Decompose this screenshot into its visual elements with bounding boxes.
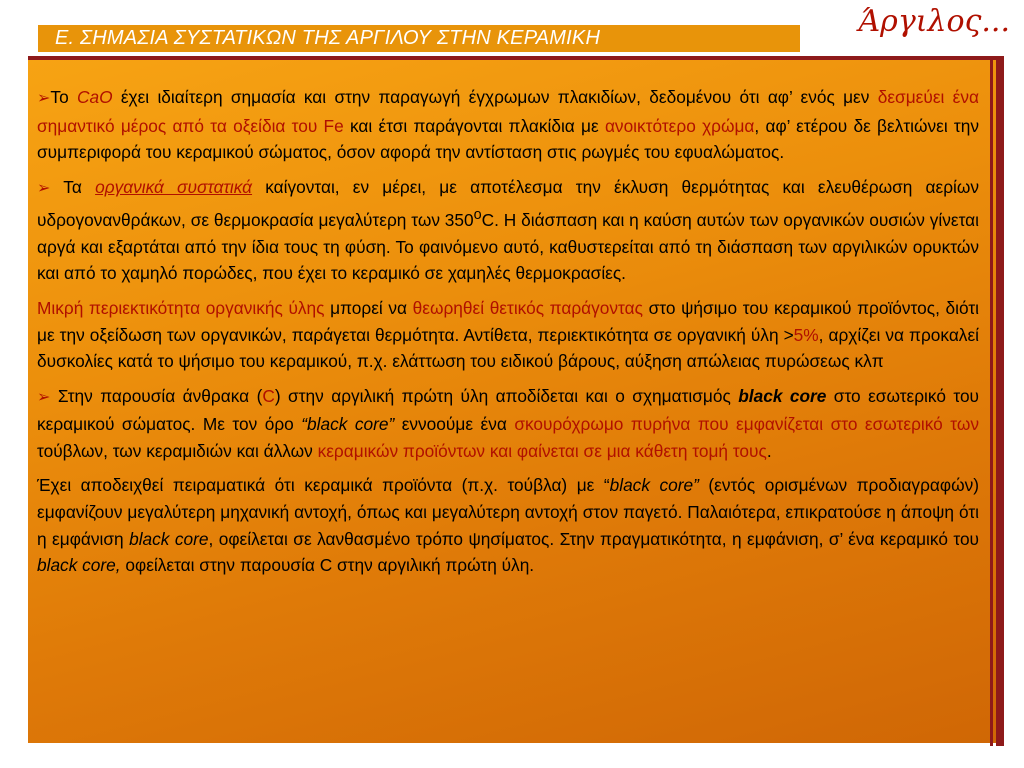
text-span: στο εσωτερικό του κεραμικού σώματος. Με τον όρο bbox=[37, 385, 980, 435]
text-span: Τα bbox=[50, 176, 96, 197]
term-black-core: black core, bbox=[37, 555, 121, 576]
text-span: τούβλων, των κεραμιδιών και άλλων bbox=[37, 440, 318, 461]
highlight-cao: CaO bbox=[76, 87, 113, 107]
text-span: , οφείλεται σε λανθασμένο τρόπο ψησίματος. Στην πραγματικότητα, η εμφάνιση, σ’ ένα κεραμικό του bbox=[208, 528, 980, 549]
text-span: C. Η διάσπαση και η καύση αυτών των οργανικών ουσιών γίνεται αργά και εξαρτάται από την ίδια τους τη φύση. Το φαινόμενο αυτό, καθυστερείται από τη διάσπαση των αργιλικών ορυκτών και από το χαμηλό πορώδες, που έχει το κεραμικό σε χαμηλές θερμοκρασίες. bbox=[37, 210, 980, 284]
bullet-arrow-icon: ➢ bbox=[37, 388, 51, 406]
left-margin bbox=[0, 52, 28, 768]
text-span: ) στην αργιλική πρώτη ύλη αποδίδεται και ο σχηματισμός bbox=[274, 385, 739, 406]
term-black-core: black core bbox=[738, 385, 827, 406]
text-span: . bbox=[766, 440, 772, 461]
paragraph-organic-content bbox=[37, 295, 979, 375]
highlight-lighter-color: ανοικτότερο χρώμα bbox=[604, 115, 755, 136]
text-span: στο ψήσιμο του κεραμικού προϊόντος, διότι με την οξείδωση των οργανικών, παράγεται θερμότητα. Αντίθετα, περιεκτικότητα σε οργανική ύλη > bbox=[37, 297, 979, 345]
paragraph-organics bbox=[37, 174, 979, 287]
highlight-ceramic-products: κεραμικών προϊόντων και φαίνεται σε μια κάθετη τομή τους bbox=[317, 440, 767, 461]
bullet-arrow-icon: ➢ bbox=[37, 90, 51, 107]
text-span: οφείλεται στην παρουσία C στην αργιλική πρώτη ύλη. bbox=[120, 555, 535, 576]
highlight-dark-core: σκουρόχρωμο πυρήνα που εμφανίζεται στο εσωτερικό των bbox=[514, 414, 979, 435]
term-black-core-quoted: “black core” bbox=[301, 414, 395, 435]
term-black-core: black core bbox=[129, 528, 209, 549]
paragraph-cao bbox=[37, 84, 979, 166]
paragraph-carbon bbox=[37, 383, 979, 465]
text-span: Έχει αποδειχθεί πειραματικά ότι κεραμικά προϊόντα (π.χ. τούβλα) με “ bbox=[37, 475, 610, 496]
highlight-five-percent: 5% bbox=[793, 324, 819, 345]
text-span: έχει ιδιαίτερη σημασία και στην παραγωγή έγχρωμων πλακιδίων, δεδομένου ότι αφ’ ενός μεν bbox=[112, 87, 878, 107]
text-span: (εντός ορισμένων προδιαγραφών) εμφανίζουν μεγαλύτερη μηχανική αντοχή, όπως και μεγαλύτερη αντοχή στον παγετό. Παλαιότερα, επικρατούσε η άποψη ότι η εμφάνιση bbox=[37, 475, 979, 549]
text-span: , αφ’ ετέρου δε βελτιώνει την συμπεριφορά του κεραμικού σώματος, όσον αφορά την αντίσταση στις ρωγμές του εφυαλώματος. bbox=[37, 115, 980, 163]
bullet-arrow-icon: ➢ bbox=[37, 179, 51, 197]
text-span: και έτσι παράγονται πλακίδια με bbox=[343, 115, 605, 136]
highlight-carbon: C bbox=[262, 385, 275, 406]
text-span: Το bbox=[50, 87, 77, 107]
right-frame-rule bbox=[990, 56, 1004, 746]
text-span: μπορεί να bbox=[324, 297, 413, 318]
body-text bbox=[37, 84, 979, 579]
text-span: , αρχίζει να προκαλεί δυσκολίες κατά το ψήσιμο του κεραμικού, π.χ. ελάττωση του ειδικού βάρους, αύξηση απώλειας πυρώσεως κλπ bbox=[37, 324, 979, 372]
slide-title: Ε. ΣΗΜΑΣΙΑ ΣΥΣΤΑΤΙΚΩΝ ΤΗΣ ΑΡΓΙΛΟΥ ΣΤΗΝ ΚΕΡΑΜΙΚΗ bbox=[55, 27, 601, 49]
highlight-organic-components: οργανικά συστατικά bbox=[95, 176, 253, 197]
term-black-core: black core” bbox=[609, 475, 699, 496]
corner-title: Άργιλος... bbox=[858, 4, 1010, 39]
paragraph-black-core-strength bbox=[37, 472, 979, 578]
text-span: Στην παρουσία άνθρακα ( bbox=[50, 385, 263, 406]
text-span: εννοούμε ένα bbox=[394, 414, 515, 435]
highlight-low-organic: Μικρή περιεκτικότητα οργανικής ύλης bbox=[37, 297, 325, 318]
degree-superscript: ο bbox=[473, 207, 482, 224]
highlight-positive-factor: θεωρηθεί θετικός παράγοντας bbox=[412, 297, 643, 318]
highlight-fe-oxides: δεσμεύει ένα σημαντικό μέρος από τα οξείδια του Fe bbox=[37, 87, 980, 136]
text-span: καίγονται, εν μέρει, με αποτέλεσμα την έκλυση θερμότητας και ελευθέρωση αερίων υδρογονανθράκων, σε θερμοκρασία μεγαλύτερη των 350 bbox=[37, 176, 980, 231]
